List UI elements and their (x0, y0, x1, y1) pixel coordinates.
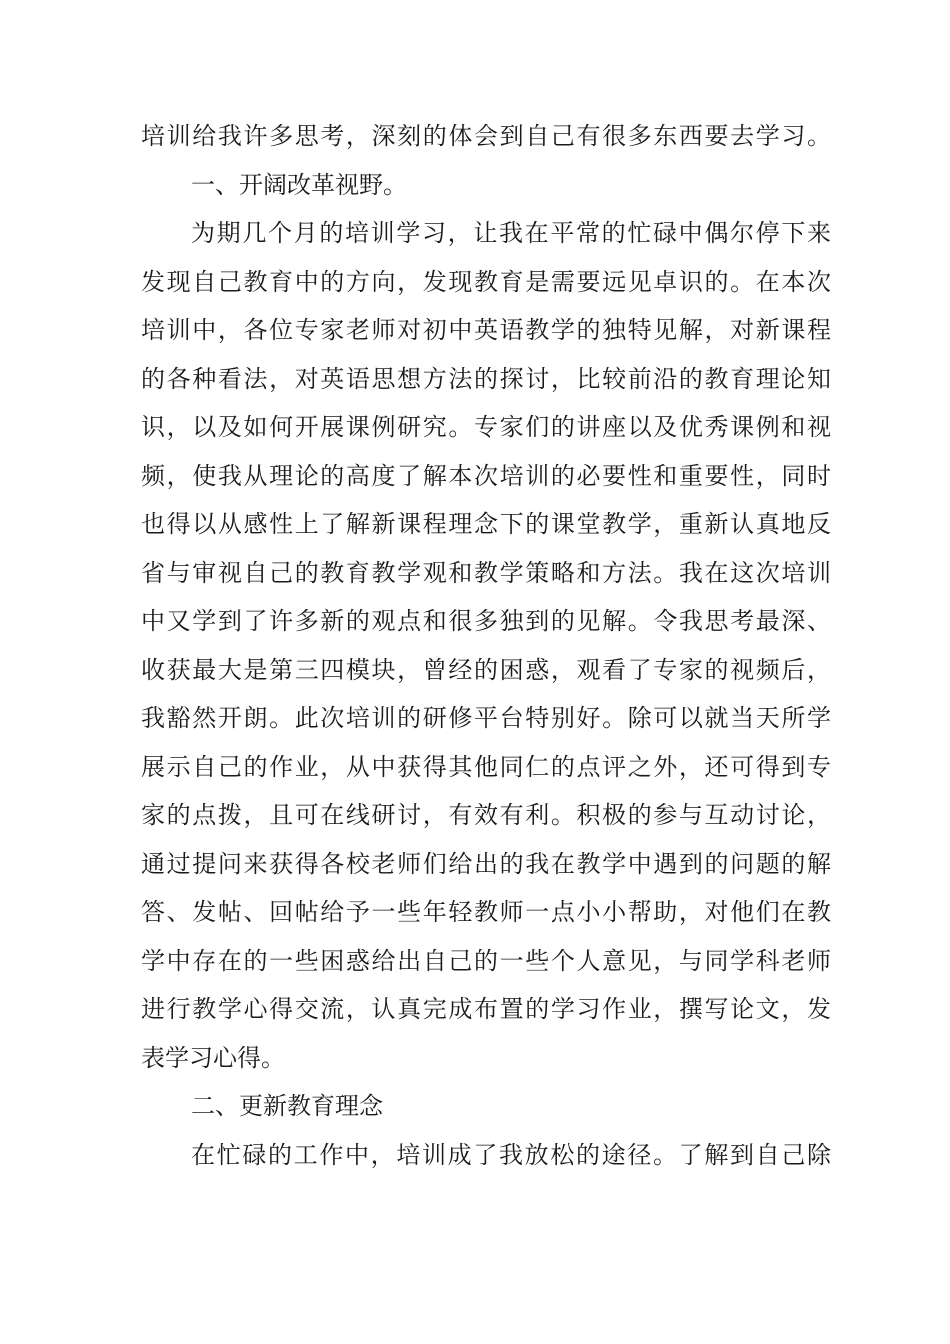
paragraph-line: 学中存在的一些困惑给出自己的一些个人意见，与同学科老师 (141, 946, 831, 975)
paragraph-line: 我豁然开朗。此次培训的研修平台特别好。除可以就当天所学 (141, 704, 831, 732)
paragraph-line: 省与审视自己的教育教学观和教学策略和方法。我在这次培训 (141, 558, 831, 587)
paragraph-line: 答、发帖、回帖给予一些年轻教师一点小小帮助，对他们在教 (141, 898, 831, 926)
document-body (141, 112, 831, 1179)
paragraph-line: 也得以从感性上了解新课程理念下的课堂教学，重新认真地反 (141, 510, 831, 538)
paragraph-line: 进行教学心得交流，认真完成布置的学习作业，撰写论文，发 (141, 995, 831, 1023)
paragraph-line: 发现自己教育中的方向，发现教育是需要远见卓识的。在本次 (141, 267, 831, 296)
section-heading-2: 二、更新教育理念 (191, 1092, 383, 1120)
paragraph-line: 培训给我许多思考，深刻的体会到自己有很多东西要去学习。 (141, 122, 831, 150)
paragraph-line: 频，使我从理论的高度了解本次培训的必要性和重要性，同时 (141, 461, 831, 490)
paragraph-line: 家的点拨，且可在线研讨，有效有利。积极的参与互动讨论， (141, 801, 831, 829)
paragraph-line: 培训中，各位专家老师对初中英语教学的独特见解，对新课程 (141, 316, 831, 344)
paragraph-line: 识，以及如何开展课例研究。专家们的讲座以及优秀课例和视 (141, 413, 831, 441)
paragraph-line: 收获最大是第三四模块，曾经的困惑，观看了专家的视频后， (141, 655, 831, 684)
paragraph-line: 表学习心得。 (141, 1043, 285, 1072)
paragraph-line: 为期几个月的培训学习，让我在平常的忙碌中偶尔停下来 (191, 219, 831, 247)
paragraph-line: 的各种看法，对英语思想方法的探讨，比较前沿的教育理论知 (141, 364, 831, 393)
paragraph-line: 中又学到了许多新的观点和很多独到的见解。令我思考最深、 (141, 607, 831, 635)
section-heading-1: 一、开阔改革视野。 (191, 170, 407, 199)
paragraph-line: 通过提问来获得各校老师们给出的我在教学中遇到的问题的解 (141, 849, 831, 878)
paragraph-line: 展示自己的作业，从中获得其他同仁的点评之外，还可得到专 (141, 752, 831, 781)
paragraph-line: 在忙碌的工作中，培训成了我放松的途径。了解到自己除 (191, 1140, 831, 1169)
